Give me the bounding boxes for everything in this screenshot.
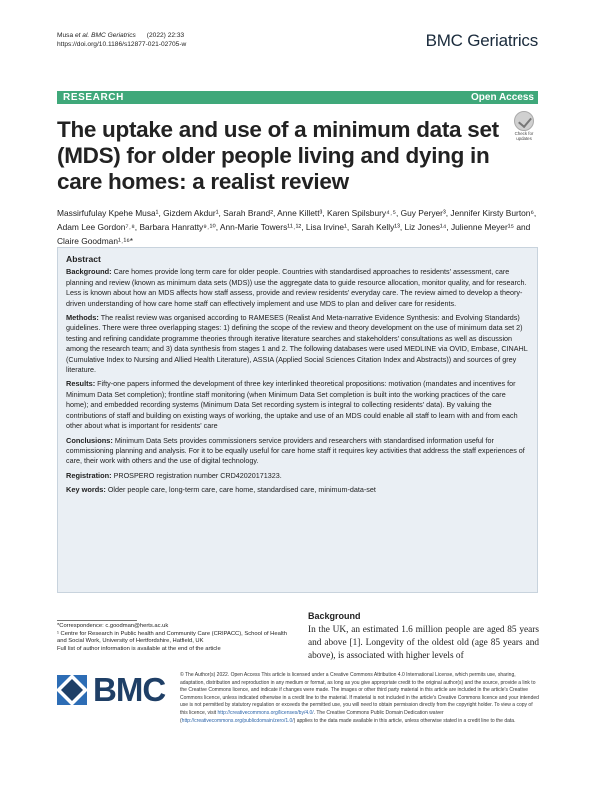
- check-for-updates-badge[interactable]: [510, 111, 538, 142]
- bmc-logo: [57, 673, 169, 707]
- article-title: The uptake and use of a minimum data set (MDS) for older people living and dying in care homes: a realist review: [57, 117, 499, 194]
- citation-author: Musa: [57, 32, 75, 39]
- doi-link[interactable]: https://doi.org/10.1186/s12877-021-02705-w: [57, 41, 187, 48]
- citation-journal: et al. BMC Geriatrics: [74, 32, 136, 39]
- background-heading: Background: [308, 611, 361, 621]
- abstract-registration: Registration: PROSPERO registration number CRD42020171323.: [66, 470, 282, 480]
- abstract-conclusions: Conclusions: Minimum Data Sets provides commissioners service providers and researchers with standardised information useful for commissioning planning and analysis. For it to be equally useful for care home staff it requires key activities that address the staff experiences of care, their work with others and the use of digital technology.: [66, 435, 525, 466]
- abstract-box: [57, 247, 538, 593]
- journal-name: BMC Geriatrics: [425, 31, 538, 50]
- section-band: [57, 91, 538, 104]
- cc-zero-link[interactable]: http://creativecommons.org/publicdomain/zero/1.0/: [181, 717, 294, 724]
- check-for-updates-label: Check for updates: [514, 131, 534, 141]
- abstract-methods: Methods: The realist review was organised according to RAMESES (Realist And Meta-narrative Evidence Synthesis: and Evolving Standards) guidelines. There were three overlapping stages: 1) defining the scope of the review and theory development on the use of minimum data set 2) testing and refining candidate programme theories through iterative literature searches and stakeholders' consultations as well as discussion among the research team; and 3) data synthesis from stages 1 and 2. The following databases were used MEDLINE via OVID, Embase, CINAHL (Cumulative Index to Nursing and Allied Health Literature), ASSIA (Applied Social Sciences Citation Index and Abstracts)) and sources of grey literature.: [66, 313, 528, 375]
- author-list: Massirfufulay Kpehe Musa¹, Gizdem Akdur¹, Sarah Brand², Anne Killett³, Karen Spilsbury⁴˒⁵, Guy Peryer³, Jennifer Kirsty Burton⁶, Adam Lee Gordon⁷˒⁸, Barbara Hanratty⁹˒¹⁰, Ann-Marie Towers¹¹˒¹², Lisa Irvine¹, Sarah Kelly¹³, Liz Jones¹⁴, Julienne Meyer¹⁵ and Claire Goodman¹˒¹⁶*: [57, 208, 537, 246]
- citation-header: [57, 31, 186, 49]
- citation-year: (2022) 22:33: [146, 32, 185, 39]
- abstract-results: Results: Fifty-one papers informed the development of three key interlinked theoretical propositions: motivation (mandates and incentives for Minimum Data Set completion); frontline staff monitoring (when Minimum Data Set completion is built into the working practices of the care home); and embedded recording systems (Minimum Data Set recording system is integral to collecting residents' data). By valuing the contributions of staff and building on existing ways of working, the uptake and use of an MDS could enable all staff to learn with and from each other about what is important for residents' care: [66, 379, 518, 431]
- open-access-label: Open Access: [471, 92, 534, 103]
- abstract-keywords: Key words: Older people care, long-term care, care home, standardised care, minimum-data-set: [66, 485, 376, 495]
- license-text: © The Author(s) 2022. Open Access This article is licensed under a Creative Commons Attribution 4.0 International License, which permits use, sharing, adaptation, distribution and reproduction in any medium or format, as long as you give appropriate credit to the original author(s) and the source, provide a link to the Creative Commons licence, and indicate if changes were made. The images or other third party material in this article are included in the article's Creative Commons licence, unless indicated otherwise in a credit line to the material. If material is not included in the article's Creative Commons licence and your intended use is not permitted by statutory regulation or exceeds the permitted use, you will need to obtain permission directly from the copyright holder. To view a copy of this licence, visit http://creativecommons.org/licenses/by/4.0/. The Creative Commons Public Domain Dedication waiver (http://creativecommons.org/publicdomain/zero/1.0/) applies to the data made available in this article, unless otherwise stated in a credit line to the data.: [180, 672, 539, 724]
- abstract-background: Background: Care homes provide long term care for older people. Countries with standardised approaches to residents' assessment, care planning and review (known as minimum data sets (MDS)) use the aggregate data to guide resource allocation, monitor quality, and for research. Less is known about how an MDS affects how staff assess, provide and review residents' everyday care. The review aimed to develop a theory-driven understanding of how care home staff can effectively implement and use MDS to plan and deliver care for residents.: [66, 267, 527, 308]
- abstract-heading: Abstract: [66, 254, 101, 264]
- bmc-logo-icon: [57, 675, 87, 705]
- bmc-logo-text: BMC: [93, 671, 166, 708]
- body-paragraph: In the UK, an estimated 1.6 million people are aged 85 years and above [1]. Longevity of the oldest old (age 85 years and above), is associated with higher levels of: [308, 625, 539, 662]
- footnotes: [57, 620, 287, 653]
- footnote-divider: [57, 620, 137, 621]
- correspondence: *Correspondence: c.goodman@herts.ac.uk: [57, 623, 169, 629]
- body-column: [308, 610, 539, 663]
- author-info-note: Full list of author information is available at the end of the article: [57, 645, 221, 652]
- check-icon: [514, 111, 534, 131]
- section-label: RESEARCH: [63, 92, 124, 103]
- cc-by-link[interactable]: http://creativecommons.org/licenses/by/4.0/: [217, 709, 314, 716]
- affiliation: ¹ Centre for Research in Public health and Community Care (CRIPACC), School of Health and Social Work, University of Hertfordshire, Hatfield, UK: [57, 630, 287, 645]
